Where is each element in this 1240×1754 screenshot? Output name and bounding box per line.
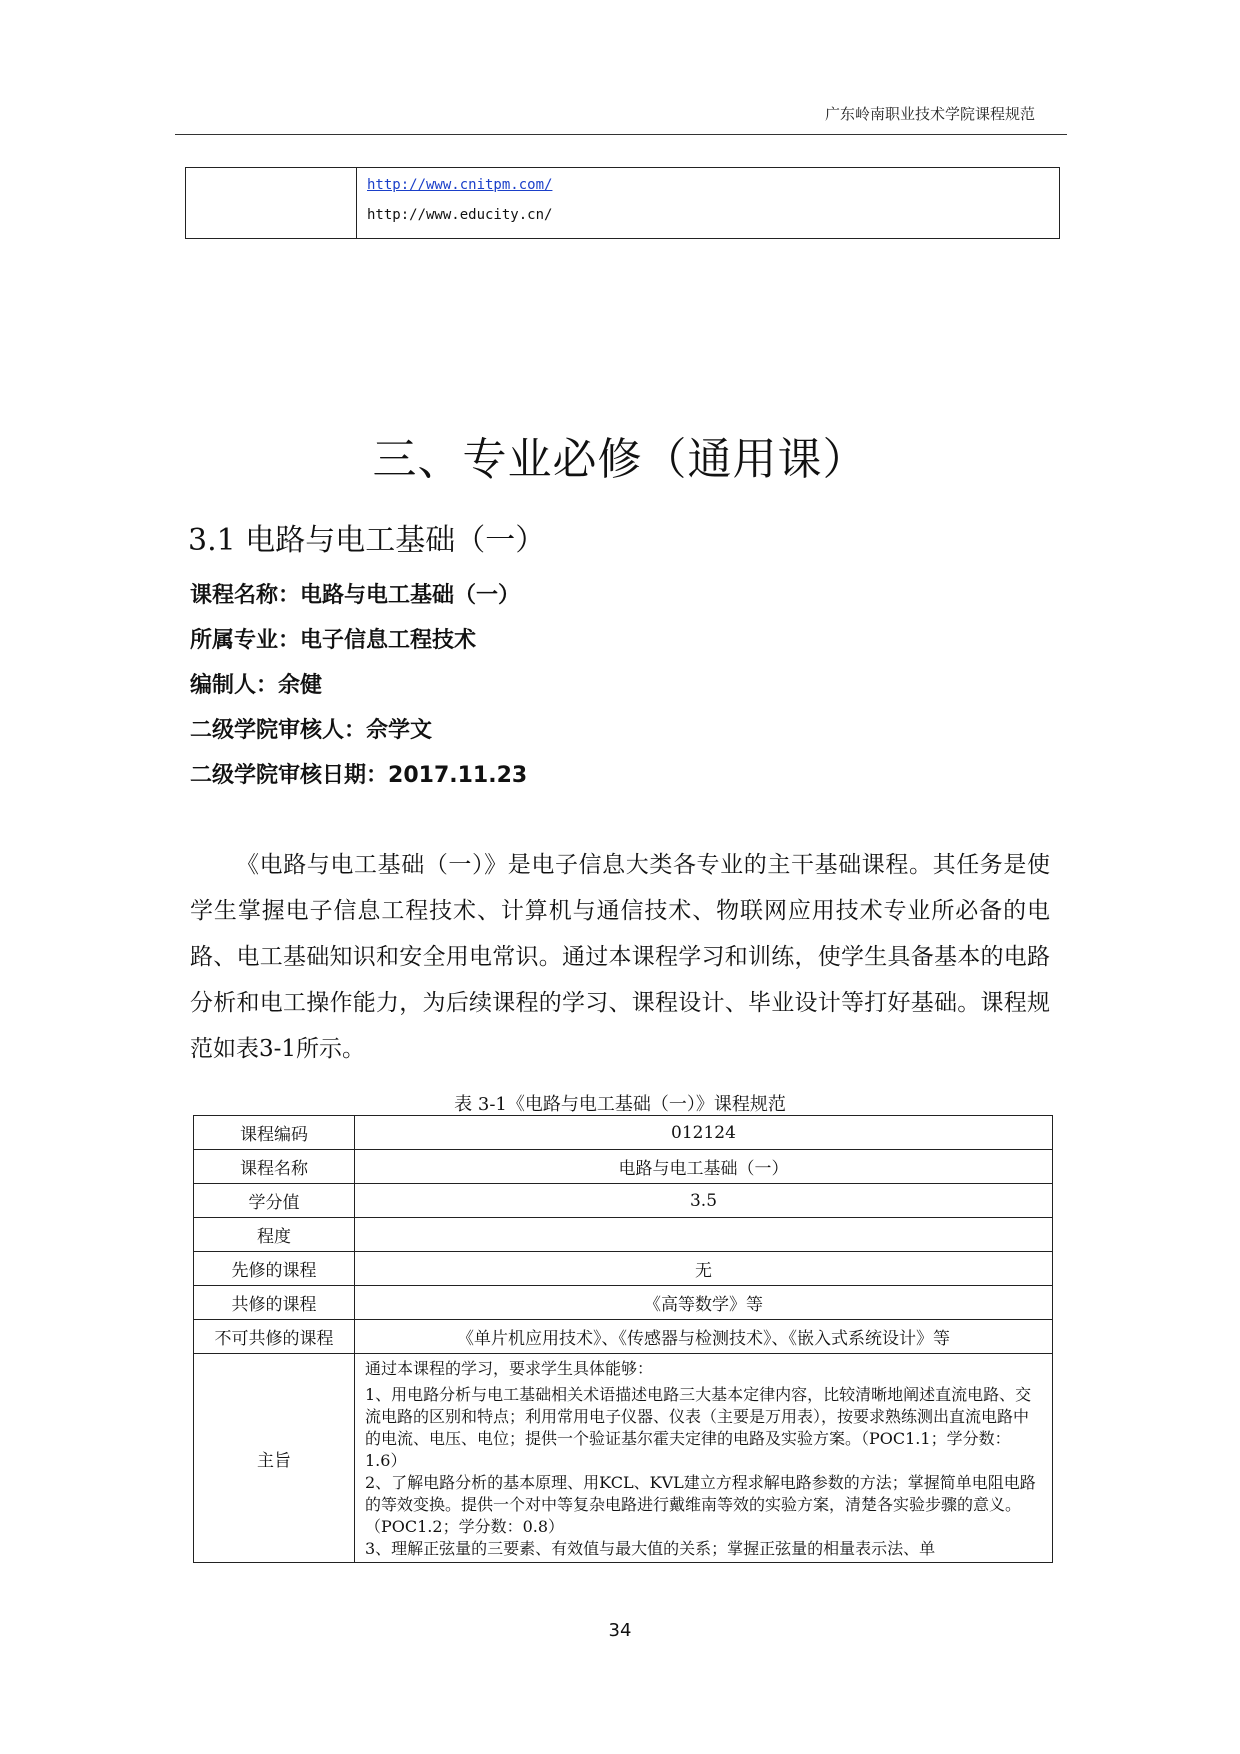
- meta-major: [190, 623, 476, 654]
- meta-reviewer: [190, 713, 432, 744]
- aim-intro: 通过本课程的学习，要求学生具体能够：: [365, 1359, 654, 1378]
- row-label: 学分值: [194, 1184, 355, 1218]
- row-value: 《单片机应用技术》、《传感器与检测技术》、《嵌入式系统设计》等: [355, 1320, 1053, 1354]
- aim-item: 3、理解正弦量的三要素、有效值与最大值的关系；掌握正弦量的相量表示法、单: [365, 1539, 936, 1558]
- row-label: 课程编码: [194, 1116, 355, 1150]
- row-value: 《高等数学》等: [355, 1286, 1053, 1320]
- row-value: [355, 1218, 1053, 1252]
- row-label: 共修的课程: [194, 1286, 355, 1320]
- row-value: 无: [355, 1252, 1053, 1286]
- educity-link: http://www.educity.cn/: [367, 207, 553, 223]
- empty-cell: [186, 168, 357, 239]
- page-number: 34: [608, 1620, 632, 1641]
- aim-item: 1、用电路分析与电工基础相关术语描述电路三大基本定律内容，比较清晰地阐述直流电路、交流电路的区别和特点；利用常用电子仪器、仪表（主要是万用表），按要求熟练测出直流电路中的电流、电压、电位；提供一个验证基尔霍夫定律的电路及实验方案。（POC1.1；学分数：1.6）: [365, 1385, 1032, 1470]
- row-label: 程度: [194, 1218, 355, 1252]
- meta-value: 余健: [278, 673, 323, 698]
- table-row: [194, 1252, 1053, 1286]
- row-label: 课程名称: [194, 1150, 355, 1184]
- row-value: 电路与电工基础（一）: [355, 1150, 1053, 1184]
- meta-value: 2017.11.23: [388, 763, 528, 788]
- meta-label: 课程名称：: [190, 583, 301, 608]
- cnitpm-link[interactable]: http://www.cnitpm.com/: [367, 177, 553, 193]
- meta-author: [190, 668, 322, 699]
- meta-course-name: [190, 578, 520, 609]
- table-row: [194, 1150, 1053, 1184]
- meta-label: 二级学院审核日期：: [190, 763, 389, 788]
- meta-value: 电子信息工程技术: [300, 628, 477, 653]
- table-row: [186, 168, 1060, 239]
- aim-item: 2、了解电路分析的基本原理、用KCL、KVL建立方程求解电路参数的方法；掌握简单电阻电路的等效变换。提供一个对中等复杂电路进行戴维南等效的实验方案，清楚各实验步骤的意义。（POC1.2；学分数：0.8）: [365, 1473, 1036, 1536]
- row-label: 主旨: [194, 1354, 355, 1563]
- table-row: [194, 1320, 1053, 1354]
- row-value: 012124: [355, 1116, 1053, 1150]
- subsection-title: 3.1 电路与电工基础（一）: [188, 523, 546, 558]
- meta-label: 二级学院审核人：: [190, 718, 367, 743]
- meta-label: 编制人：: [190, 673, 279, 698]
- continued-resource-table: [185, 167, 1060, 239]
- table-caption: 表 3-1《电路与电工基础（一）》课程规范: [454, 1094, 786, 1115]
- running-header: 广东岭南职业技术学院课程规范: [824, 105, 1035, 123]
- table-row: [194, 1286, 1053, 1320]
- aim-content: [355, 1354, 1053, 1563]
- table-row: [194, 1116, 1053, 1150]
- links-cell: [357, 168, 1060, 239]
- section-title: 三、专业必修（通用课）: [372, 434, 868, 485]
- meta-value: 佘学文: [366, 718, 433, 743]
- row-label: 先修的课程: [194, 1252, 355, 1286]
- table-row: [194, 1184, 1053, 1218]
- header-divider: [175, 134, 1067, 135]
- course-spec-table: [193, 1115, 1053, 1563]
- meta-label: 所属专业：: [190, 628, 301, 653]
- table-row: [194, 1218, 1053, 1252]
- intro-paragraph: 《电路与电工基础（一）》是电子信息大类各专业的主干基础课程。其任务是使学生掌握电子信息工程技术、计算机与通信技术、物联网应用技术专业所必备的电路、电工基础知识和安全用电常识。通过本课程学习和训练，使学生具备基本的电路分析和电工操作能力，为后续课程的学习、课程设计、毕业设计等打好基础。课程规范如表3-1所示。: [190, 852, 1050, 1062]
- meta-review-date: [190, 758, 527, 789]
- row-value: 3.5: [355, 1184, 1053, 1218]
- table-row-aim: [194, 1354, 1053, 1563]
- meta-value: 电路与电工基础（一）: [300, 583, 521, 608]
- row-label: 不可共修的课程: [194, 1320, 355, 1354]
